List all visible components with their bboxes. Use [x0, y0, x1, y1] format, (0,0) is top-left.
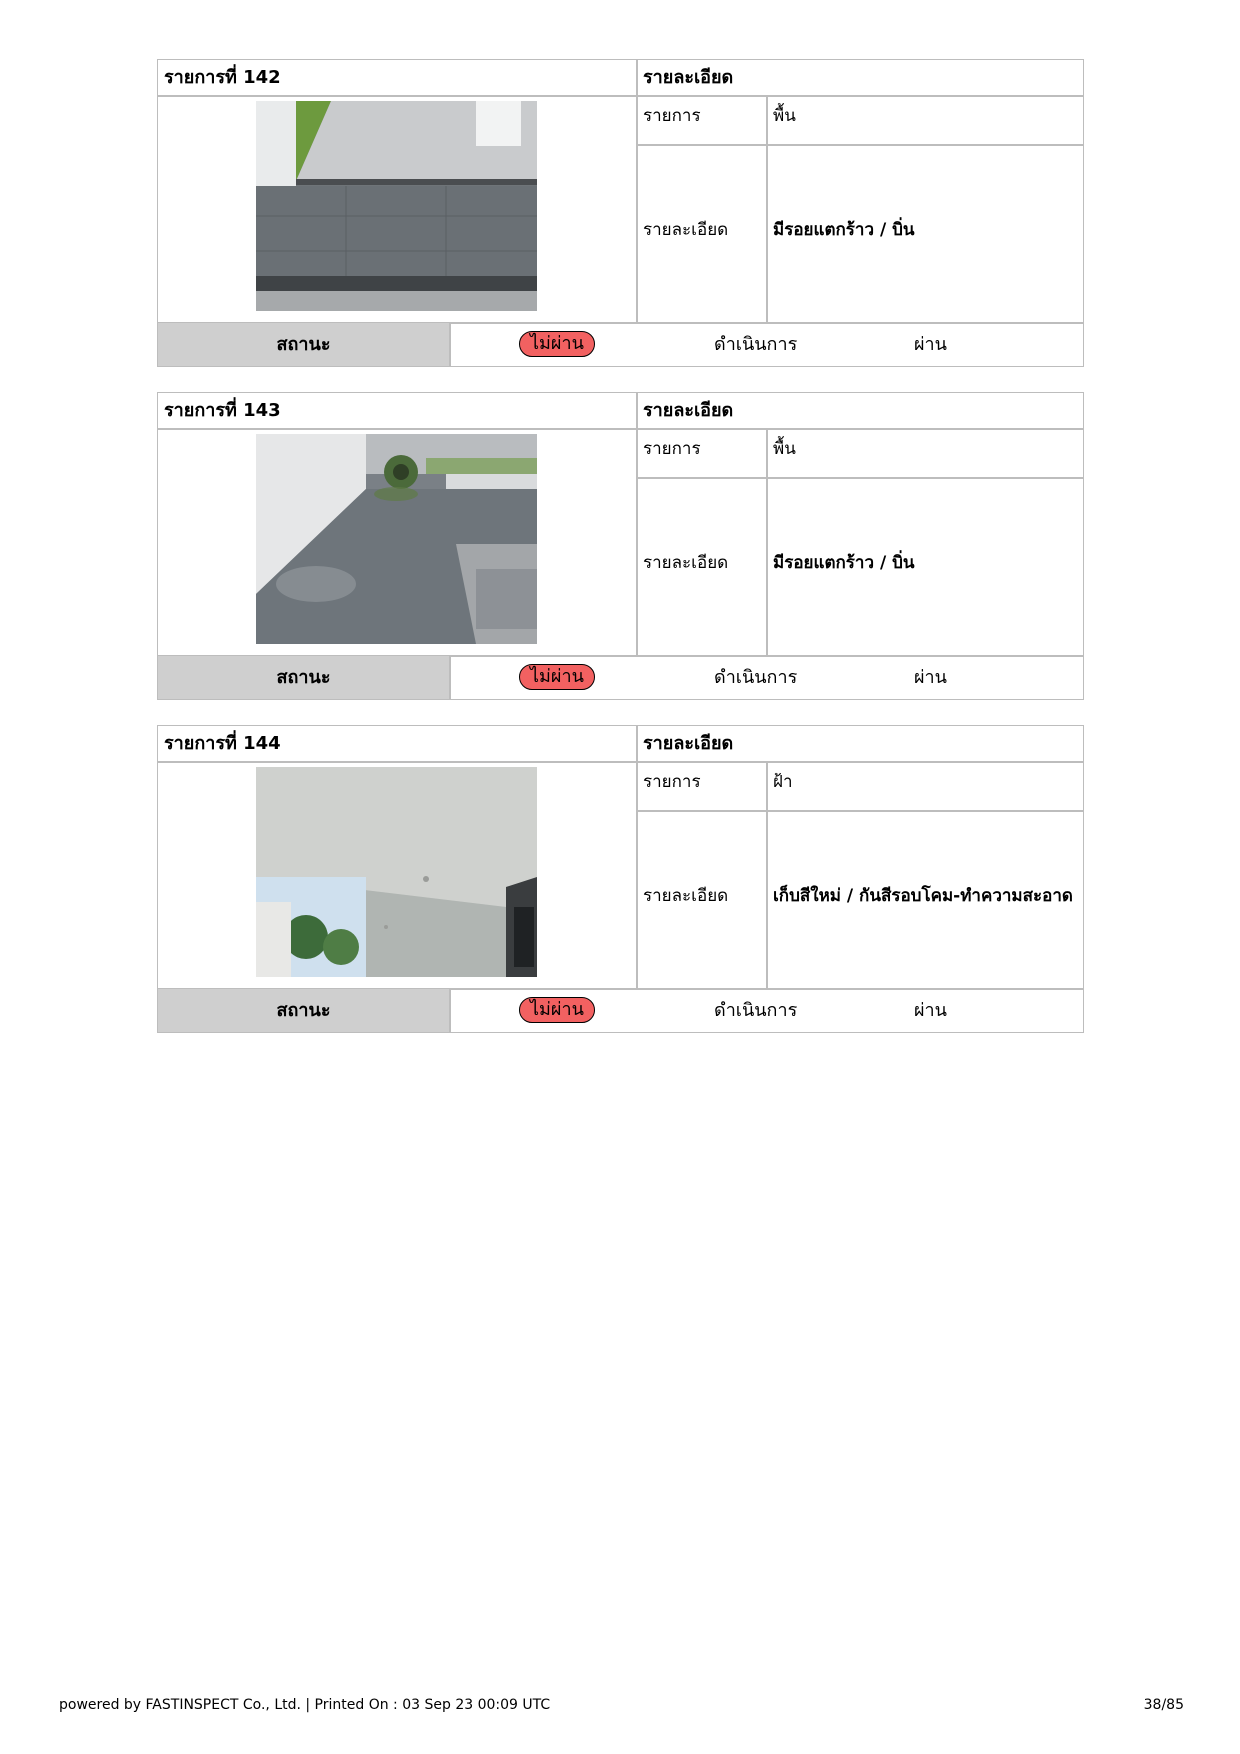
status-row [158, 323, 1083, 366]
detail-label: รายละเอียด [643, 220, 729, 240]
page-number: 38/85 [1143, 1697, 1184, 1713]
status-option-fail[interactable]: ไม่ผ่าน [519, 997, 595, 1023]
item-value: พื้น [773, 439, 796, 459]
ceiling-photo[interactable] [256, 767, 537, 977]
inspection-item-card [157, 59, 1084, 367]
status-option-pass[interactable]: ผ่าน [914, 1000, 947, 1021]
detail-value: มีรอยแตกร้าว / บิ่น [773, 553, 915, 573]
status-label: สถานะ [158, 989, 449, 1032]
status-row [158, 656, 1083, 699]
status-label: สถานะ [158, 323, 449, 366]
item-value: พื้น [773, 106, 796, 126]
detail-heading: รายละเอียด [643, 400, 734, 421]
item-label: รายการ [643, 772, 701, 792]
item-label: รายการ [643, 439, 701, 459]
item-number-heading: รายการที่ 142 [164, 67, 281, 88]
footer-credit: powered by FASTINSPECT Co., Ltd. | Printed On : 03 Sep 23 00:09 UTC [59, 1697, 551, 1713]
item-label: รายการ [643, 106, 701, 126]
status-label: สถานะ [158, 656, 449, 699]
status-option-in-progress[interactable]: ดำเนินการ [714, 667, 798, 688]
status-row [158, 989, 1083, 1032]
status-option-fail[interactable]: ไม่ผ่าน [519, 331, 595, 357]
detail-value: มีรอยแตกร้าว / บิ่น [773, 220, 915, 240]
status-option-fail[interactable]: ไม่ผ่าน [519, 664, 595, 690]
detail-heading: รายละเอียด [643, 67, 734, 88]
detail-label: รายละเอียด [643, 886, 729, 906]
status-option-pass[interactable]: ผ่าน [914, 667, 947, 688]
item-number-heading: รายการที่ 143 [164, 400, 281, 421]
floor-photo[interactable] [256, 101, 537, 311]
detail-value: เก็บสีใหม่ / กันสีรอบโคม-ทำความสะอาด [773, 886, 1073, 906]
inspection-item-card [157, 392, 1084, 700]
inspection-item-card [157, 725, 1084, 1033]
item-value: ฝ้า [773, 772, 793, 792]
detail-label: รายละเอียด [643, 553, 729, 573]
item-number-heading: รายการที่ 144 [164, 733, 281, 754]
status-option-pass[interactable]: ผ่าน [914, 334, 947, 355]
status-option-in-progress[interactable]: ดำเนินการ [714, 1000, 798, 1021]
status-option-in-progress[interactable]: ดำเนินการ [714, 334, 798, 355]
floor-photo[interactable] [256, 434, 537, 644]
detail-heading: รายละเอียด [643, 733, 734, 754]
